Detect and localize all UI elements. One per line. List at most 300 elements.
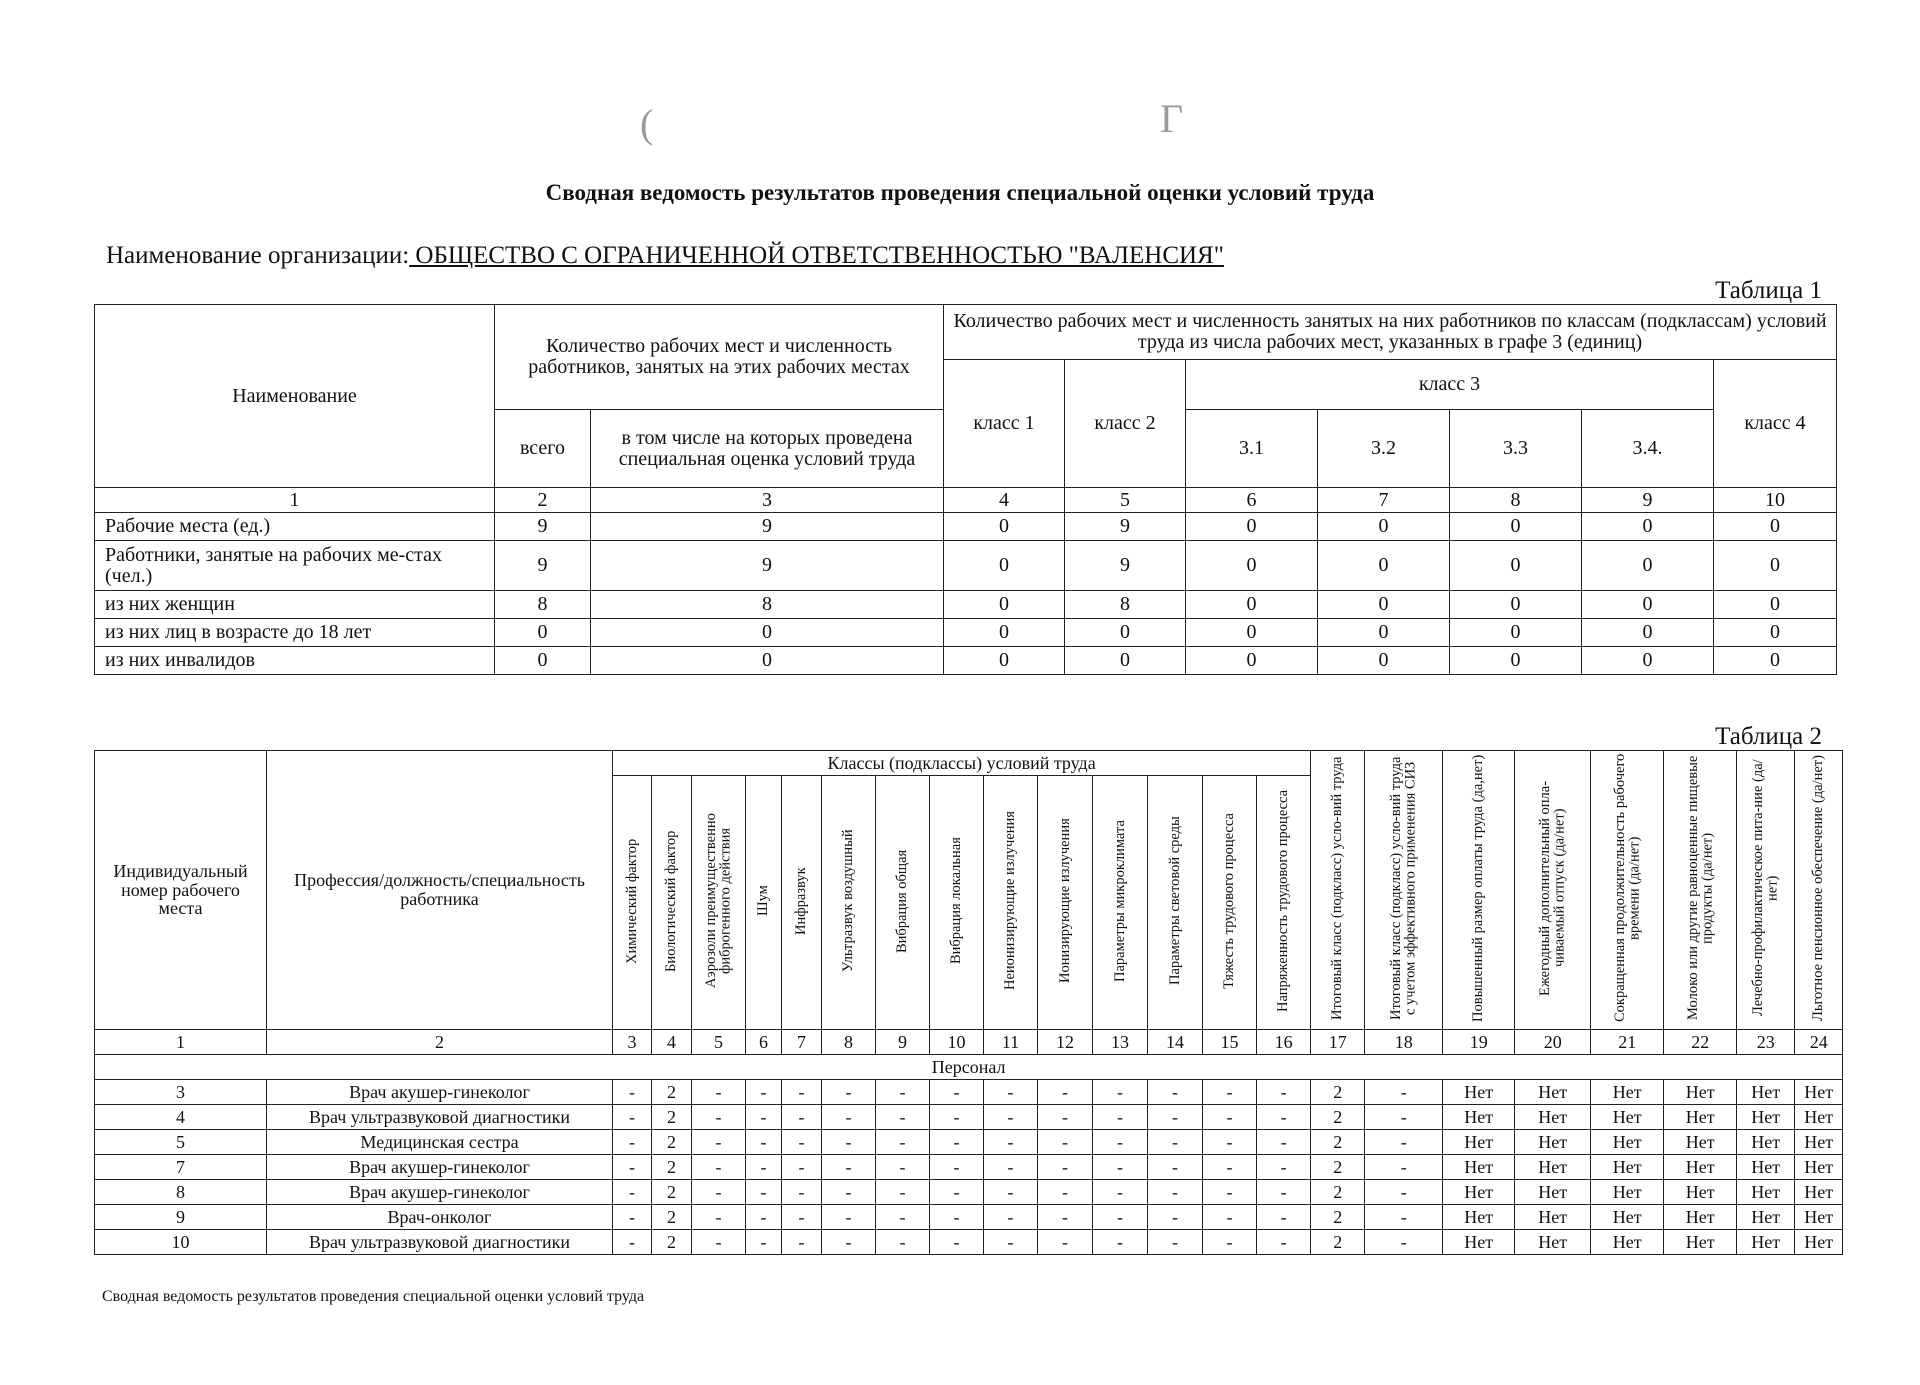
organization-line bbox=[106, 242, 1224, 270]
t2-cell: Нет bbox=[1664, 1230, 1737, 1255]
t1-colnum: 3 bbox=[591, 488, 944, 513]
t2-cell: - bbox=[1257, 1105, 1311, 1130]
t2-cell: Нет bbox=[1737, 1180, 1795, 1205]
t2-cell: 2 bbox=[1311, 1180, 1365, 1205]
t2-cell: - bbox=[1203, 1180, 1257, 1205]
t2-cell: 2 bbox=[652, 1105, 692, 1130]
t2-cell: - bbox=[1257, 1080, 1311, 1105]
t2-cell: - bbox=[782, 1080, 822, 1105]
t1-cell: 8 bbox=[591, 591, 944, 619]
t2-cell: - bbox=[1365, 1105, 1443, 1130]
table1-caption: Таблица 1 bbox=[1715, 277, 1822, 304]
t1-header-name: Наименование bbox=[95, 305, 495, 488]
t1-header-3-2: 3.2 bbox=[1318, 410, 1450, 488]
t2-cell: - bbox=[822, 1205, 876, 1230]
t2-cell: - bbox=[782, 1230, 822, 1255]
t2-cell: - bbox=[1038, 1105, 1093, 1130]
t2-cell: Нет bbox=[1664, 1180, 1737, 1205]
t1-row bbox=[95, 541, 1837, 591]
t2-header-factor-text: Биологический фактор bbox=[663, 829, 680, 972]
t2-cell: - bbox=[746, 1230, 782, 1255]
t1-colnum: 10 bbox=[1714, 488, 1837, 513]
t2-cell: - bbox=[1038, 1155, 1093, 1180]
t2-cell: Нет bbox=[1664, 1130, 1737, 1155]
t1-cell: 9 bbox=[591, 541, 944, 591]
t2-header-factor bbox=[692, 776, 746, 1030]
t2-colnum: 12 bbox=[1038, 1030, 1093, 1055]
t1-cell: 0 bbox=[944, 647, 1065, 675]
t2-cell: Нет bbox=[1795, 1230, 1843, 1255]
t1-cell: 0 bbox=[1714, 619, 1837, 647]
t2-header-factor-text: Аэрозоли преимущественно фиброгенного действия bbox=[703, 813, 734, 988]
t2-cell: Нет bbox=[1443, 1105, 1515, 1130]
t2-cell: 2 bbox=[1311, 1230, 1365, 1255]
t1-header-class3: класс 3 bbox=[1186, 360, 1714, 410]
t2-cell: - bbox=[876, 1155, 930, 1180]
t2-header-factor bbox=[1093, 776, 1148, 1030]
t2-row bbox=[95, 1155, 1843, 1180]
t1-row-name: из них женщин bbox=[95, 591, 495, 619]
t1-cell: 0 bbox=[1582, 513, 1714, 541]
t2-colnum: 8 bbox=[822, 1030, 876, 1055]
t2-cell: - bbox=[822, 1105, 876, 1130]
t2-cell: Нет bbox=[1515, 1130, 1591, 1155]
t2-cell: - bbox=[782, 1105, 822, 1130]
t2-cell: - bbox=[782, 1180, 822, 1205]
t2-cell: 4 bbox=[95, 1105, 267, 1130]
t2-cell: - bbox=[984, 1130, 1038, 1155]
t2-cell: - bbox=[782, 1130, 822, 1155]
t2-header-outcome bbox=[1591, 751, 1664, 1030]
t2-header-factor-text: Инфразвук bbox=[793, 866, 810, 935]
t1-header-total: всего bbox=[495, 410, 591, 488]
t1-cell: 0 bbox=[1450, 619, 1582, 647]
t2-cell: - bbox=[1093, 1230, 1148, 1255]
t1-cell: 0 bbox=[591, 647, 944, 675]
t2-header-factor-text: Параметры микроклимата bbox=[1111, 819, 1128, 982]
t1-cell: 0 bbox=[1318, 647, 1450, 675]
t2-header-outcome-text: Итоговый класс (подкласс) усло-вий труда с учетом эффективного применения СИЗ bbox=[1388, 756, 1419, 1020]
t2-cell: - bbox=[984, 1155, 1038, 1180]
t2-cell: - bbox=[746, 1130, 782, 1155]
t1-colnum: 5 bbox=[1065, 488, 1186, 513]
t2-cell: - bbox=[613, 1105, 652, 1130]
t2-cell: - bbox=[822, 1080, 876, 1105]
t2-colnum: 15 bbox=[1203, 1030, 1257, 1055]
t1-cell: 0 bbox=[1450, 647, 1582, 675]
t2-header-factor-text: Химический фактор bbox=[623, 837, 640, 964]
t1-cell: 9 bbox=[495, 513, 591, 541]
t2-cell: - bbox=[1257, 1155, 1311, 1180]
t2-cell: 2 bbox=[1311, 1105, 1365, 1130]
t2-header-outcome bbox=[1365, 751, 1443, 1030]
t2-cell: - bbox=[692, 1080, 746, 1105]
t2-cell: - bbox=[1203, 1230, 1257, 1255]
organization-label: Наименование организации: bbox=[106, 242, 410, 269]
t2-cell: - bbox=[822, 1180, 876, 1205]
t2-colnum: 14 bbox=[1148, 1030, 1203, 1055]
summary-table-1 bbox=[94, 304, 1837, 675]
t1-cell: 8 bbox=[495, 591, 591, 619]
t2-cell: Нет bbox=[1737, 1230, 1795, 1255]
t2-colnum: 20 bbox=[1515, 1030, 1591, 1055]
t1-cell: 0 bbox=[1186, 513, 1318, 541]
t2-cell: Нет bbox=[1515, 1180, 1591, 1205]
t2-header-profession: Профессия/должность/специальность работника bbox=[267, 751, 613, 1030]
t2-profession: Врач акушер-гинеколог bbox=[267, 1080, 613, 1105]
t2-colnum: 16 bbox=[1257, 1030, 1311, 1055]
t1-cell: 0 bbox=[1582, 541, 1714, 591]
t2-header-outcome-text: Повышенный размер оплаты труда (да,нет) bbox=[1470, 754, 1487, 1022]
t2-header-outcome bbox=[1311, 751, 1365, 1030]
t2-cell: Нет bbox=[1664, 1205, 1737, 1230]
t2-cell: - bbox=[1038, 1080, 1093, 1105]
t2-header-factor-text: Параметры световой среды bbox=[1166, 816, 1183, 985]
t2-cell: - bbox=[1203, 1205, 1257, 1230]
t1-cell: 0 bbox=[495, 619, 591, 647]
t2-cell: - bbox=[1148, 1105, 1203, 1130]
t2-row bbox=[95, 1080, 1843, 1105]
t2-cell: Нет bbox=[1737, 1105, 1795, 1130]
t2-header-outcome bbox=[1664, 751, 1737, 1030]
t2-profession: Врач акушер-гинеколог bbox=[267, 1180, 613, 1205]
t2-cell: - bbox=[1148, 1130, 1203, 1155]
t1-cell: 8 bbox=[1065, 591, 1186, 619]
t2-cell: - bbox=[1148, 1155, 1203, 1180]
t2-cell: - bbox=[1148, 1230, 1203, 1255]
t2-cell: - bbox=[692, 1180, 746, 1205]
t2-colnum: 24 bbox=[1795, 1030, 1843, 1055]
t2-colnum: 18 bbox=[1365, 1030, 1443, 1055]
t2-cell: - bbox=[692, 1155, 746, 1180]
t2-cell: - bbox=[1093, 1130, 1148, 1155]
t2-colnum: 1 bbox=[95, 1030, 267, 1055]
t2-cell: 2 bbox=[652, 1130, 692, 1155]
t2-cell: - bbox=[613, 1180, 652, 1205]
t2-cell: - bbox=[984, 1180, 1038, 1205]
t1-row-name: Работники, занятые на рабочих ме-стах (чел.) bbox=[95, 541, 495, 591]
t2-cell: 8 bbox=[95, 1180, 267, 1205]
t2-cell: Нет bbox=[1443, 1155, 1515, 1180]
t1-header-assessed: в том числе на которых проведена специальная оценка условий труда bbox=[591, 410, 944, 488]
t2-colnum: 3 bbox=[613, 1030, 652, 1055]
t1-cell: 0 bbox=[1186, 541, 1318, 591]
t2-cell: 2 bbox=[652, 1205, 692, 1230]
t2-colnum: 7 bbox=[782, 1030, 822, 1055]
t2-cell: - bbox=[613, 1155, 652, 1180]
t2-header-outcome-text: Молоко или другие равноценные пищевые продукты (да/нет) bbox=[1684, 755, 1716, 1021]
t1-cell: 0 bbox=[495, 647, 591, 675]
t2-cell: - bbox=[1257, 1180, 1311, 1205]
t2-cell: - bbox=[876, 1130, 930, 1155]
t2-header-factor bbox=[1148, 776, 1203, 1030]
t1-row-name: Рабочие места (ед.) bbox=[95, 513, 495, 541]
t2-cell: Нет bbox=[1795, 1105, 1843, 1130]
t2-cell: - bbox=[822, 1130, 876, 1155]
t2-cell: - bbox=[984, 1080, 1038, 1105]
t2-row bbox=[95, 1230, 1843, 1255]
t2-colnum: 13 bbox=[1093, 1030, 1148, 1055]
t2-cell: Нет bbox=[1664, 1080, 1737, 1105]
t2-row bbox=[95, 1105, 1843, 1130]
t2-header-outcome-text: Ежегодный дополнительный опла-чиваемый отпуск (да/нет) bbox=[1537, 780, 1568, 996]
t2-row bbox=[95, 1130, 1843, 1155]
t1-cell: 0 bbox=[1450, 591, 1582, 619]
t2-cell: Нет bbox=[1737, 1080, 1795, 1105]
t2-header-factor-text: Напряженность трудового процесса bbox=[1275, 789, 1292, 1012]
t2-cell: - bbox=[930, 1155, 984, 1180]
t2-header-outcome bbox=[1795, 751, 1843, 1030]
t2-header-id: Индивидуальный номер рабочего места bbox=[95, 751, 267, 1030]
t2-header-factor bbox=[782, 776, 822, 1030]
t1-cell: 0 bbox=[1186, 591, 1318, 619]
t2-header-outcome-text: Льготное пенсионное обеспечение (да/нет) bbox=[1810, 755, 1827, 1022]
t2-cell: - bbox=[782, 1205, 822, 1230]
t2-cell: - bbox=[692, 1130, 746, 1155]
t2-cell: - bbox=[876, 1205, 930, 1230]
t2-header-factor-text: Шум bbox=[755, 885, 772, 916]
t2-colnum: 23 bbox=[1737, 1030, 1795, 1055]
t2-cell: 9 bbox=[95, 1205, 267, 1230]
t2-header-factor bbox=[652, 776, 692, 1030]
t2-cell: Нет bbox=[1443, 1230, 1515, 1255]
t2-cell: Нет bbox=[1664, 1155, 1737, 1180]
t2-cell: Нет bbox=[1515, 1230, 1591, 1255]
t2-profession: Врач ультразвуковой диагностики bbox=[267, 1230, 613, 1255]
t2-header-factor bbox=[984, 776, 1038, 1030]
t2-cell: Нет bbox=[1664, 1105, 1737, 1130]
t2-cell: Нет bbox=[1591, 1205, 1664, 1230]
t2-cell: - bbox=[1093, 1080, 1148, 1105]
t1-cell: 0 bbox=[1714, 513, 1837, 541]
t2-header-factor bbox=[746, 776, 782, 1030]
t2-cell: Нет bbox=[1515, 1205, 1591, 1230]
table2-caption: Таблица 2 bbox=[1715, 723, 1822, 750]
t2-cell: 2 bbox=[652, 1080, 692, 1105]
t2-cell: - bbox=[984, 1105, 1038, 1130]
t2-cell: - bbox=[876, 1105, 930, 1130]
t1-cell: 9 bbox=[495, 541, 591, 591]
t2-profession: Медицинская сестра bbox=[267, 1130, 613, 1155]
t1-header-class4: класс 4 bbox=[1714, 360, 1837, 488]
t2-cell: Нет bbox=[1515, 1105, 1591, 1130]
t2-cell: - bbox=[692, 1105, 746, 1130]
t2-cell: Нет bbox=[1591, 1080, 1664, 1105]
t2-colnum: 10 bbox=[930, 1030, 984, 1055]
t2-cell: - bbox=[1093, 1180, 1148, 1205]
t2-cell: 2 bbox=[652, 1180, 692, 1205]
t1-cell: 0 bbox=[1318, 619, 1450, 647]
t2-header-outcome bbox=[1737, 751, 1795, 1030]
t2-header-factor bbox=[1038, 776, 1093, 1030]
summary-table-2 bbox=[94, 750, 1843, 1255]
t2-cell: - bbox=[1365, 1230, 1443, 1255]
t2-cell: 2 bbox=[652, 1155, 692, 1180]
t1-column-numbers bbox=[95, 488, 1837, 513]
t1-header-group-a: Количество рабочих мест и численность работников, занятых на этих рабочих местах bbox=[495, 305, 944, 410]
t2-cell: - bbox=[1038, 1230, 1093, 1255]
t2-cell: Нет bbox=[1795, 1080, 1843, 1105]
t2-cell: Нет bbox=[1737, 1130, 1795, 1155]
t2-cell: - bbox=[692, 1205, 746, 1230]
t1-colnum: 2 bbox=[495, 488, 591, 513]
t2-profession: Врач акушер-гинеколог bbox=[267, 1155, 613, 1180]
t1-cell: 0 bbox=[1065, 647, 1186, 675]
t2-cell: - bbox=[613, 1205, 652, 1230]
t2-cell: - bbox=[984, 1205, 1038, 1230]
t2-cell: - bbox=[930, 1105, 984, 1130]
t2-cell: - bbox=[1148, 1080, 1203, 1105]
t2-header-outcome-text: Лечебно-профилактическое пита-ние (да/нет) bbox=[1750, 759, 1781, 1017]
t1-cell: 0 bbox=[1582, 619, 1714, 647]
t1-row-name: из них инвалидов bbox=[95, 647, 495, 675]
t2-cell: - bbox=[876, 1180, 930, 1205]
t2-cell: - bbox=[782, 1155, 822, 1180]
t2-cell: 2 bbox=[1311, 1155, 1365, 1180]
t1-cell: 0 bbox=[1714, 541, 1837, 591]
t2-cell: 2 bbox=[652, 1230, 692, 1255]
t2-cell: Нет bbox=[1591, 1155, 1664, 1180]
t1-cell: 0 bbox=[1450, 541, 1582, 591]
t1-cell: 0 bbox=[1186, 619, 1318, 647]
t2-cell: - bbox=[1365, 1130, 1443, 1155]
t2-cell: - bbox=[1365, 1080, 1443, 1105]
t2-header-factor bbox=[613, 776, 652, 1030]
t2-header-factor-text: Неионизирующие излучения bbox=[1002, 811, 1019, 991]
t2-cell: - bbox=[1148, 1205, 1203, 1230]
t2-colnum: 2 bbox=[267, 1030, 613, 1055]
t2-header-classes-group: Классы (подклассы) условий труда bbox=[613, 751, 1311, 776]
t2-header-factor-text: Вибрация общая bbox=[894, 848, 911, 953]
t1-header-3-4: 3.4. bbox=[1582, 410, 1714, 488]
scan-mark-left: ( bbox=[640, 101, 654, 146]
t1-colnum: 1 bbox=[95, 488, 495, 513]
t2-cell: Нет bbox=[1795, 1180, 1843, 1205]
t1-cell: 0 bbox=[1714, 647, 1837, 675]
t2-cell: Нет bbox=[1443, 1130, 1515, 1155]
t1-header-class1: класс 1 bbox=[944, 360, 1065, 488]
t2-cell: 7 bbox=[95, 1155, 267, 1180]
t1-colnum: 8 bbox=[1450, 488, 1582, 513]
t2-cell: - bbox=[1093, 1205, 1148, 1230]
t2-profession: Врач-онколог bbox=[267, 1205, 613, 1230]
t2-colnum: 9 bbox=[876, 1030, 930, 1055]
t2-cell: - bbox=[613, 1130, 652, 1155]
scan-mark-right: Г bbox=[1160, 96, 1184, 141]
t2-cell: Нет bbox=[1737, 1155, 1795, 1180]
t2-body bbox=[95, 1080, 1843, 1255]
t2-cell: - bbox=[1093, 1105, 1148, 1130]
t2-cell: Нет bbox=[1591, 1130, 1664, 1155]
t2-cell: Нет bbox=[1795, 1130, 1843, 1155]
t2-cell: - bbox=[930, 1205, 984, 1230]
t2-cell: Нет bbox=[1515, 1155, 1591, 1180]
t1-colnum: 4 bbox=[944, 488, 1065, 513]
t2-header-factor-text: Ионизирующие излучения bbox=[1056, 818, 1073, 983]
t2-cell: - bbox=[930, 1180, 984, 1205]
t1-cell: 0 bbox=[1318, 541, 1450, 591]
t2-column-numbers bbox=[95, 1030, 1843, 1055]
t2-colnum: 21 bbox=[1591, 1030, 1664, 1055]
t2-cell: - bbox=[1038, 1180, 1093, 1205]
t1-cell: 0 bbox=[1318, 513, 1450, 541]
t2-colnum: 17 bbox=[1311, 1030, 1365, 1055]
t2-cell: - bbox=[746, 1180, 782, 1205]
t1-cell: 9 bbox=[591, 513, 944, 541]
t2-cell: 2 bbox=[1311, 1080, 1365, 1105]
t2-cell: - bbox=[876, 1230, 930, 1255]
document-title: Сводная ведомость результатов проведения специальной оценки условий труда bbox=[545, 180, 1375, 205]
t2-cell: - bbox=[822, 1230, 876, 1255]
t2-cell: - bbox=[746, 1080, 782, 1105]
t1-row-name: из них лиц в возрасте до 18 лет bbox=[95, 619, 495, 647]
t2-header-outcome-text: Сокращенная продолжительность рабочего времени (да/нет) bbox=[1611, 753, 1643, 1023]
t2-cell: Нет bbox=[1795, 1205, 1843, 1230]
t2-colnum: 5 bbox=[692, 1030, 746, 1055]
t2-cell: - bbox=[1203, 1105, 1257, 1130]
t1-cell: 0 bbox=[1582, 591, 1714, 619]
t2-cell: - bbox=[1257, 1230, 1311, 1255]
t2-cell: - bbox=[1257, 1205, 1311, 1230]
t2-cell: Нет bbox=[1443, 1080, 1515, 1105]
t1-cell: 0 bbox=[944, 619, 1065, 647]
t2-cell: 10 bbox=[95, 1230, 267, 1255]
t2-cell: - bbox=[1038, 1130, 1093, 1155]
t2-cell: - bbox=[613, 1230, 652, 1255]
t2-cell: - bbox=[1365, 1180, 1443, 1205]
t1-cell: 0 bbox=[944, 591, 1065, 619]
t1-colnum: 7 bbox=[1318, 488, 1450, 513]
t2-cell: Нет bbox=[1737, 1205, 1795, 1230]
t2-header-factor bbox=[876, 776, 930, 1030]
t2-header-factor bbox=[1203, 776, 1257, 1030]
t1-cell: 0 bbox=[944, 541, 1065, 591]
t2-header-factor bbox=[822, 776, 876, 1030]
t2-cell: - bbox=[1148, 1180, 1203, 1205]
t2-colnum: 19 bbox=[1443, 1030, 1515, 1055]
t2-cell: - bbox=[1093, 1155, 1148, 1180]
t2-header-outcome bbox=[1515, 751, 1591, 1030]
t1-colnum: 6 bbox=[1186, 488, 1318, 513]
t2-cell: - bbox=[930, 1080, 984, 1105]
t2-cell: Нет bbox=[1795, 1155, 1843, 1180]
t1-row bbox=[95, 647, 1837, 675]
t2-section-personnel: Персонал bbox=[95, 1055, 1843, 1080]
t2-header-outcome-text: Итоговый класс (подкласс) усло-вий труда bbox=[1329, 756, 1346, 1020]
t2-cell: - bbox=[1203, 1080, 1257, 1105]
t2-cell: - bbox=[1257, 1130, 1311, 1155]
t2-cell: - bbox=[984, 1230, 1038, 1255]
t2-cell: Нет bbox=[1591, 1180, 1664, 1205]
t2-cell: 5 bbox=[95, 1130, 267, 1155]
t1-cell: 0 bbox=[1450, 513, 1582, 541]
footer-note: Сводная ведомость результатов проведения специальной оценки условий труда bbox=[102, 1288, 645, 1305]
t1-row bbox=[95, 591, 1837, 619]
t1-cell: 0 bbox=[1318, 591, 1450, 619]
t1-cell: 0 bbox=[1186, 647, 1318, 675]
t2-header-factor bbox=[1257, 776, 1311, 1030]
t2-colnum: 6 bbox=[746, 1030, 782, 1055]
t1-cell: 9 bbox=[1065, 513, 1186, 541]
t2-cell: - bbox=[876, 1080, 930, 1105]
t2-colnum: 4 bbox=[652, 1030, 692, 1055]
t1-header-3-1: 3.1 bbox=[1186, 410, 1318, 488]
t1-colnum: 9 bbox=[1582, 488, 1714, 513]
t2-header-factor-text: Тяжесть трудового процесса bbox=[1221, 812, 1238, 989]
t1-cell: 9 bbox=[1065, 541, 1186, 591]
organization-name: ОБЩЕСТВО С ОГРАНИЧЕННОЙ ОТВЕТСТВЕННОСТЬЮ "ВАЛЕНСИЯ" bbox=[409, 242, 1224, 269]
t2-cell: - bbox=[930, 1130, 984, 1155]
